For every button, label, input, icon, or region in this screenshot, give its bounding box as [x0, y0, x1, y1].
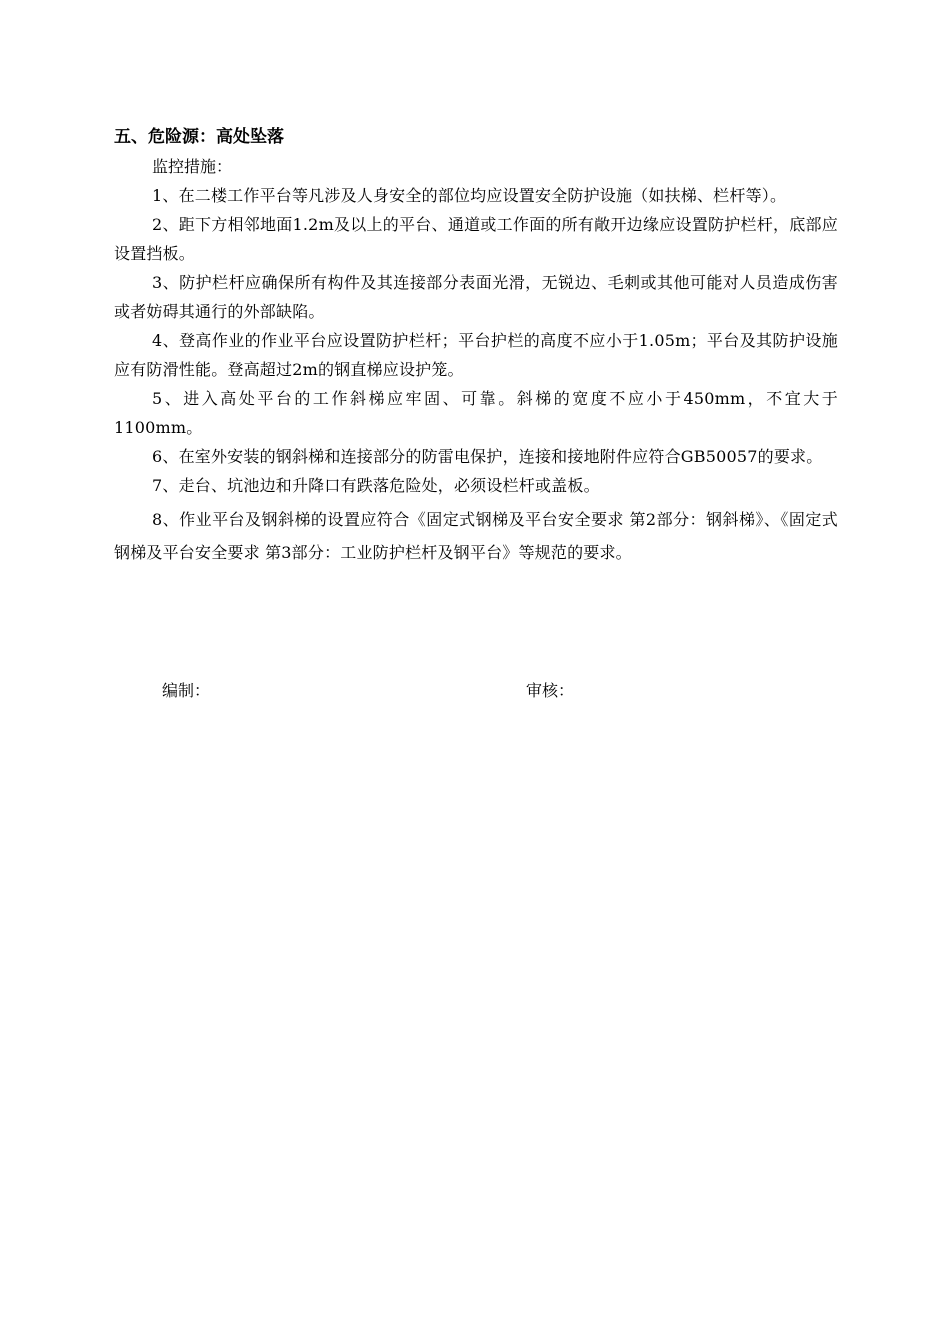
measure-item-8: 8、作业平台及钢斜梯的设置应符合《固定式钢梯及平台安全要求 第2部分：钢斜梯》、《固定式钢梯及平台安全要求 第3部分：工业防护栏杆及钢平台》等规范的要求。	[114, 510, 838, 562]
reviewed-by-label: 审核：	[526, 681, 575, 700]
measure-item-2: 2、距下方相邻地面1.2m及以上的平台、通道或工作面的所有敞开边缘应设置防护栏杆，底部应设置挡板。	[114, 215, 838, 263]
measure-item-7: 7、走台、坑池边和升降口有跌落危险处，必须设栏杆或盖板。	[152, 476, 600, 495]
section-subtitle: 监控措施：	[152, 157, 233, 176]
section-title: 五、危险源：高处坠落	[114, 127, 284, 147]
prepared-by-label: 编制：	[162, 681, 211, 700]
measure-item-1: 1、在二楼工作平台等凡涉及人身安全的部位均应设置安全防护设施（如扶梯、栏杆等）。	[152, 186, 787, 205]
signature-row	[162, 676, 762, 706]
measure-item-4: 4、登高作业的作业平台应设置防护栏杆；平台护栏的高度不应小于1.05m；平台及其防护设施应有防滑性能。登高超过2m的钢直梯应设护笼。	[114, 331, 838, 379]
measure-item-5: 5、进入高处平台的工作斜梯应牢固、可靠。斜梯的宽度不应小于450mm，不宜大于1100mm。	[114, 389, 838, 437]
measure-item-6: 6、在室外安装的钢斜梯和连接部分的防雷电保护，连接和接地附件应符合GB50057的要求。	[152, 447, 823, 466]
measure-item-3: 3、防护栏杆应确保所有构件及其连接部分表面光滑，无锐边、毛刺或其他可能对人员造成伤害或者妨碍其通行的外部缺陷。	[114, 273, 838, 321]
section-content	[114, 122, 838, 569]
